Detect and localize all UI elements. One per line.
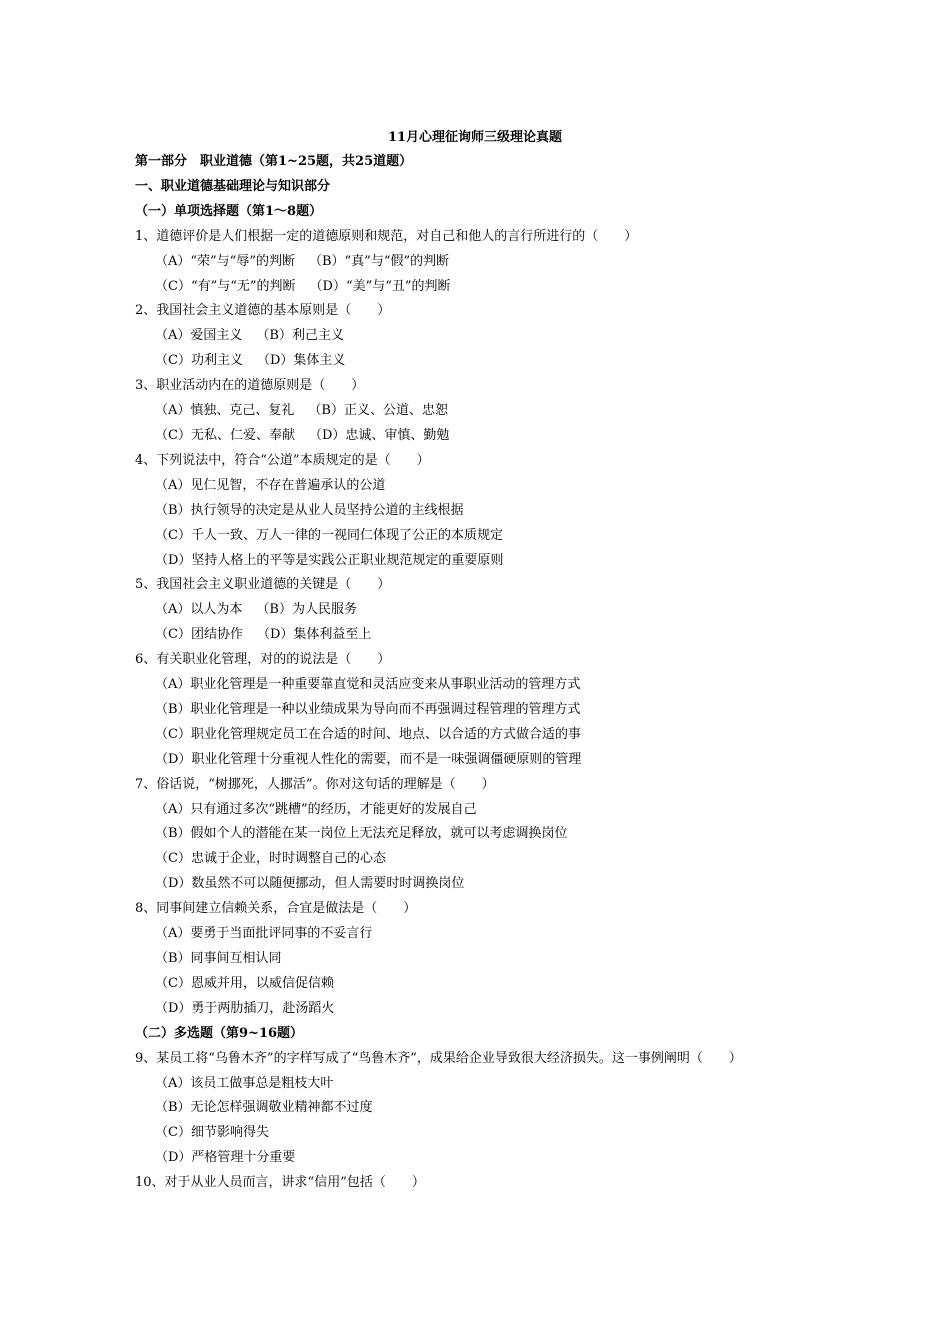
question-1: 1、道德评价是人们根据一定的道德原则和规范，对自己和他人的言行所进行的（ ）: [135, 228, 638, 244]
question-6: 6、有关职业化管理，对的的说法是（ ）: [135, 652, 391, 668]
option-2c: （C）功利主义: [155, 353, 243, 369]
question-3: 3、职业活动内在的道德原则是（ ）: [135, 378, 365, 394]
option-7c: （C）忠诚于企业，时时调整自己的心态: [155, 851, 386, 867]
question-5-options-row-1: [135, 598, 825, 623]
subsection-heading-single-choice: （一）单项选择题（第1～8题）: [135, 203, 323, 219]
option-3a: （A）慎独、克己、复礼: [155, 403, 295, 419]
question-5: 5、我国社会主义职业道德的关键是（ ）: [135, 577, 391, 593]
question-9: 9、某员工将“乌鲁木齐”的字样写成了“鸟鲁木齐”，成果给企业导致很大经济损失。这一事例阐明（ ）: [135, 1050, 742, 1066]
document-title: 11月心理征询师三级理论真题: [387, 130, 563, 145]
option-8d: （D）勇于两肋插刀，赴汤蹈火: [155, 1000, 335, 1016]
document-body: [135, 150, 825, 1196]
option-5b: （B）为人民服务: [256, 602, 357, 618]
option-7d: （D）数虽然不可以随便挪动，但人需要时时调换岗位: [155, 876, 465, 892]
subsection-heading-multi-choice: （二）多选题（第9~16题）: [135, 1025, 304, 1041]
part-heading: 第一部分 职业道德（第1~25题，共25道题）: [135, 154, 413, 169]
option-8b: （B）同事间互相认同: [155, 951, 282, 966]
question-7: 7、俗话说，“树挪死，人挪活”。你对这句话的理解是（ ）: [135, 776, 495, 792]
question-4: 4、下列说法中，符合“公道”本质规定的是（ ）: [135, 452, 430, 468]
option-1b: （B）“真”与“假”的判断: [308, 253, 450, 269]
option-5a: （A）以人为本: [155, 602, 243, 618]
option-8c: （C）恩威并用，以威信促信赖: [155, 975, 334, 991]
option-4c: （C）千人一致、万人一律的一视同仁体现了公正的本质规定: [155, 527, 503, 543]
question-2-options-row-1: [135, 324, 825, 349]
question-1-options-row-1: [135, 250, 825, 275]
option-4b: （B）执行领导的决定是从业人员坚持公道的主线根据: [155, 502, 464, 518]
section-heading: 一、职业道德基础理论与知识部分: [135, 178, 331, 194]
option-2b: （B）利己主义: [256, 328, 344, 344]
option-6d: （D）职业化管理十分重视人性化的需要，而不是一味强调僵硬原则的管理: [155, 751, 582, 767]
option-5c: （C）团结协作: [155, 627, 243, 643]
option-3d: （D）忠诚、审慎、勤勉: [308, 427, 450, 443]
question-3-options-row-1: [135, 399, 825, 424]
option-1c: （C）“有”与“无”的判断: [155, 278, 296, 294]
option-7b: （B）假如个人的潜能在某一岗位上无法充足释放，就可以考虑调换岗位: [155, 826, 568, 842]
option-4d: （D）坚持人格上的平等是实践公正职业规范规定的重要原则: [155, 552, 504, 568]
question-8: 8、同事间建立信赖关系，合宜是做法是（ ）: [135, 901, 417, 917]
option-9a: （A）该员工做事总是粗枝大叶: [155, 1075, 334, 1091]
option-9d: （D）严格管理十分重要: [155, 1150, 296, 1166]
option-6a: （A）职业化管理是一种重要靠直觉和灵活应变来从事职业活动的管理方式: [155, 677, 581, 693]
option-3c: （C）无私、仁爱、奉献: [155, 427, 295, 443]
option-1a: （A）“荣”与“辱”的判断: [155, 253, 295, 269]
option-2a: （A）爱国主义: [155, 328, 243, 344]
question-10: 10、对于从业人员而言，讲求“信用”包括（ ）: [135, 1175, 425, 1191]
question-2-options-row-2: [135, 349, 825, 374]
option-3b: （B）正义、公道、忠恕: [308, 403, 448, 419]
option-5d: （D）集体利益至上: [256, 627, 372, 643]
option-1d: （D）“美”与“丑”的判断: [309, 278, 451, 294]
question-3-options-row-2: [135, 424, 825, 449]
option-9c: （C）细节影响得失: [155, 1125, 269, 1141]
question-1-options-row-2: [135, 275, 825, 300]
question-5-options-row-2: [135, 623, 825, 648]
option-6c: （C）职业化管理规定员工在合适的时间、地点、以合适的方式做合适的事: [155, 726, 581, 742]
option-4a: （A）见仁见智，不存在普遍承认的公道: [155, 477, 386, 493]
question-2: 2、我国社会主义道德的基本原则是（ ）: [135, 303, 391, 319]
option-9b: （B）无论怎样强调敬业精神都不过度: [155, 1100, 373, 1116]
option-8a: （A）要勇于当面批评同事的不妥言行: [155, 926, 373, 942]
option-7a: （A）只有通过多次“跳槽”的经历，才能更好的发展自己: [155, 801, 477, 817]
option-6b: （B）职业化管理是一种以业绩成果为导向而不再强调过程管理的管理方式: [155, 701, 581, 717]
option-2d: （D）集体主义: [256, 353, 346, 369]
